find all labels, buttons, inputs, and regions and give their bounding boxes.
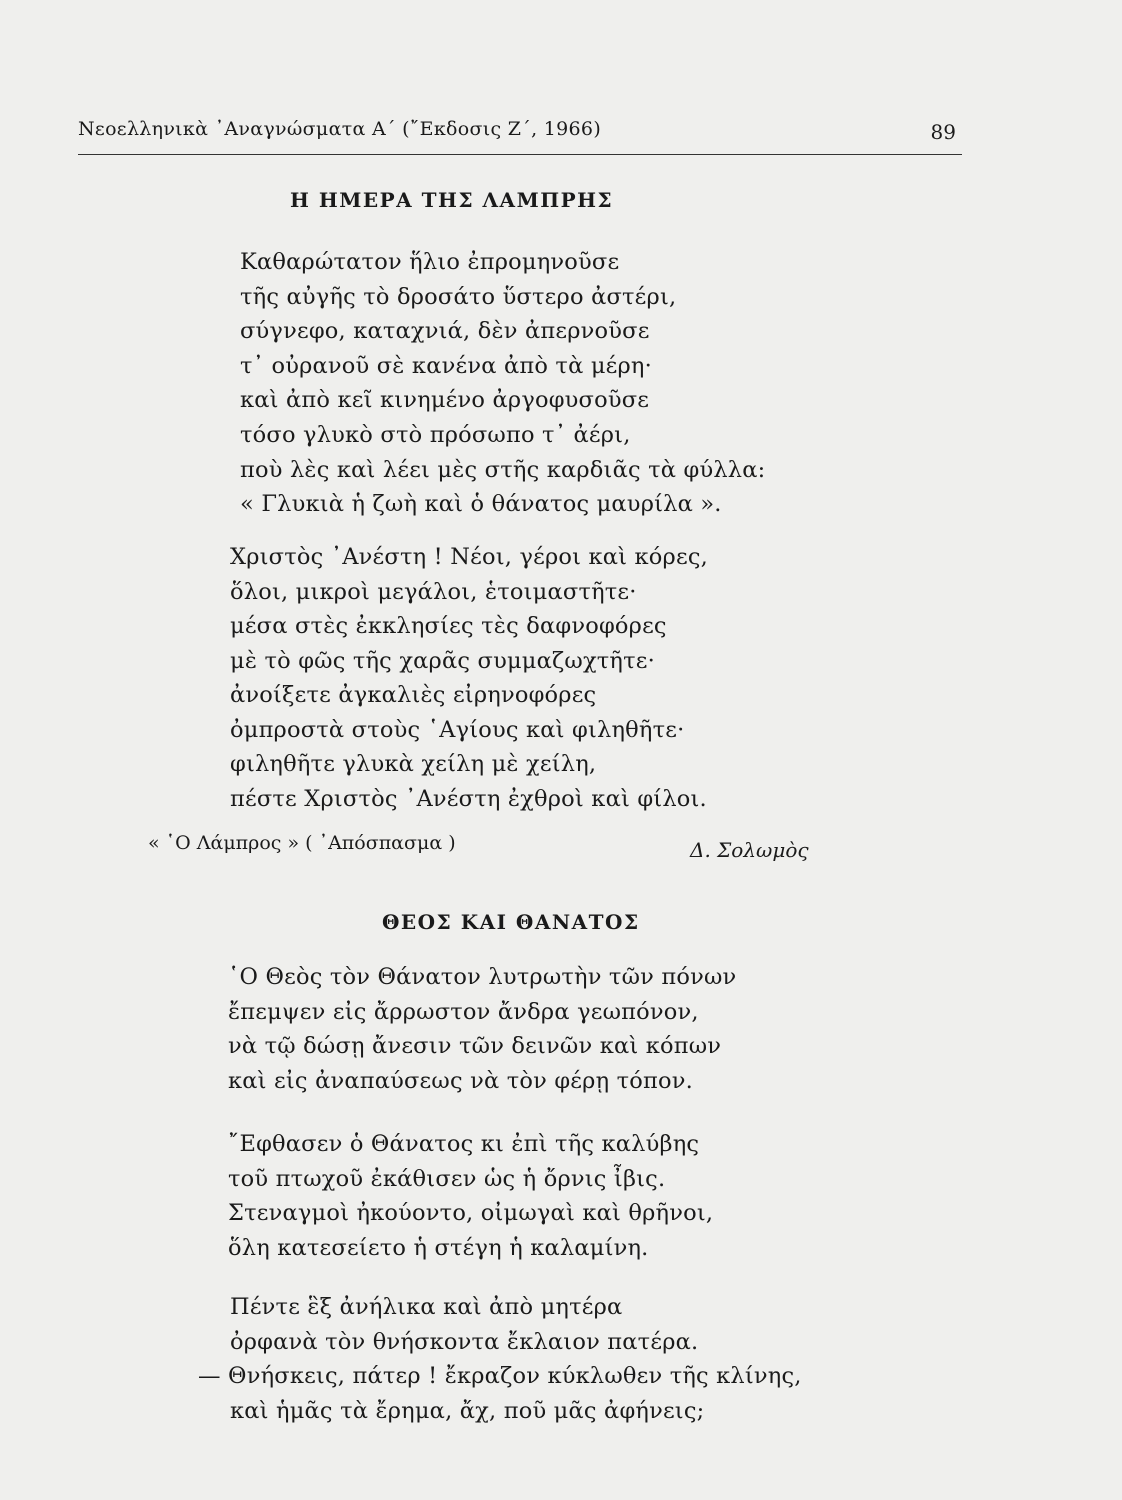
poem2-title: ΘΕΟΣ ΚΑΙ ΘΑΝΑΤΟΣ bbox=[382, 910, 640, 934]
verse-line: Χριστὸς ᾿Ανέστη ! Νέοι, γέροι καὶ κόρες, bbox=[230, 544, 708, 570]
verse-line: ἀνοίξετε ἀγκαλιὲς εἰρηνοφόρες bbox=[230, 682, 597, 708]
verse-line: πέστε Χριστὸς ᾿Ανέστη ἐχθροὶ καὶ φίλοι. bbox=[230, 785, 707, 812]
verse-line: τ᾿ οὐρανοῦ σὲ κανένα ἀπὸ τὰ μέρη· bbox=[240, 352, 652, 379]
verse-line: νὰ τῷ δώσῃ ἄνεσιν τῶν δεινῶν καὶ κόπων bbox=[228, 1033, 722, 1060]
verse-line: ὀρφανὰ τὸν θνήσκοντα ἔκλαιον πατέρα. bbox=[230, 1328, 699, 1355]
poem2-stanza-2 bbox=[228, 1127, 713, 1265]
running-header bbox=[78, 118, 962, 155]
verse-line: φιληθῆτε γλυκὰ χείλη μὲ χείλη, bbox=[230, 751, 597, 777]
verse-line: ἔπεμψεν εἰς ἄρρωστον ἄνδρα γεωπόνον, bbox=[228, 998, 699, 1025]
poem2-stanza-1 bbox=[228, 960, 736, 1098]
verse-line: ὅλη κατεσείετο ἡ στέγη ἡ καλαμίνη. bbox=[228, 1234, 649, 1261]
verse-line: Καθαρώτατον ἥλιο ἐπρομηνοῦσε bbox=[240, 249, 620, 275]
verse-line: Στεναγμοὶ ἠκούοντο, οἰμωγαὶ καὶ θρῆνοι, bbox=[228, 1200, 714, 1227]
verse-line: τοῦ πτωχοῦ ἐκάθισεν ὡς ἡ ὄρνις ἶβις. bbox=[228, 1165, 666, 1192]
running-title: Νεοελληνικὰ ᾿Αναγνώσματα Α΄ (῎Εκδοσις Ζ΄, 1966) bbox=[78, 118, 602, 140]
verse-line: σύγνεφο, καταχνιά, δὲν ἀπερνοῦσε bbox=[240, 318, 650, 345]
poem1-title: Η ΗΜΕΡΑ ΤΗΣ ΛΑΜΠΡΗΣ bbox=[290, 188, 614, 212]
verse-line: ποὺ λὲς καὶ λέει μὲς στῆς καρδιᾶς τὰ φύλλα: bbox=[240, 456, 766, 483]
verse-line: ῾Ο Θεὸς τὸν Θάνατον λυτρωτὴν τῶν πόνων bbox=[228, 964, 737, 990]
verse-line: — Θνήσκεις, πάτερ ! ἔκραζον κύκλωθεν τῆς κλίνης, bbox=[198, 1363, 802, 1390]
poem1-stanza-1 bbox=[240, 245, 765, 522]
verse-line: Πέντε ἓξ ἀνήλικα καὶ ἀπὸ μητέρα bbox=[230, 1294, 623, 1320]
verse-line: μὲ τὸ φῶς τῆς χαρᾶς συμμαζωχτῆτε· bbox=[230, 647, 655, 674]
verse-line: τῆς αὐγῆς τὸ δροσάτο ὕστερο ἀστέρι, bbox=[240, 283, 677, 310]
verse-line: ῎Εφθασεν ὁ Θάνατος κι ἐπὶ τῆς καλύβης bbox=[228, 1131, 700, 1157]
verse-line: καὶ εἰς ἀναπαύσεως νὰ τὸν φέρῃ τόπον. bbox=[228, 1067, 693, 1094]
poem1-source: « ῾Ο Λάμπρος » ( ᾿Απόσπασμα ) bbox=[148, 832, 456, 854]
poem1-author: Δ. Σολωμὸς bbox=[690, 838, 809, 862]
verse-line: ὅλοι, μικροὶ μεγάλοι, ἑτοιμαστῆτε· bbox=[230, 578, 637, 605]
poem1-stanza-2 bbox=[230, 540, 708, 816]
verse-line: καὶ ἡμᾶς τὰ ἔρημα, ἄχ, ποῦ μᾶς ἀφήνεις; bbox=[230, 1397, 705, 1424]
poem2-stanza-3 bbox=[198, 1290, 802, 1428]
verse-line: μέσα στὲς ἐκκλησίες τὲς δαφνοφόρες bbox=[230, 613, 667, 639]
verse-line: « Γλυκιὰ ἡ ζωὴ καὶ ὁ θάνατος μαυρίλα ». bbox=[240, 491, 722, 518]
verse-line: ὀμπροστὰ στοὺς ῾Αγίους καὶ φιληθῆτε· bbox=[230, 716, 685, 743]
verse-line: τόσο γλυκὸ στὸ πρόσωπο τ᾿ ἀέρι, bbox=[240, 421, 631, 448]
page-number: 89 bbox=[930, 120, 956, 144]
verse-line: καὶ ἀπὸ κεῖ κινημένο ἀργοφυσοῦσε bbox=[240, 387, 650, 414]
